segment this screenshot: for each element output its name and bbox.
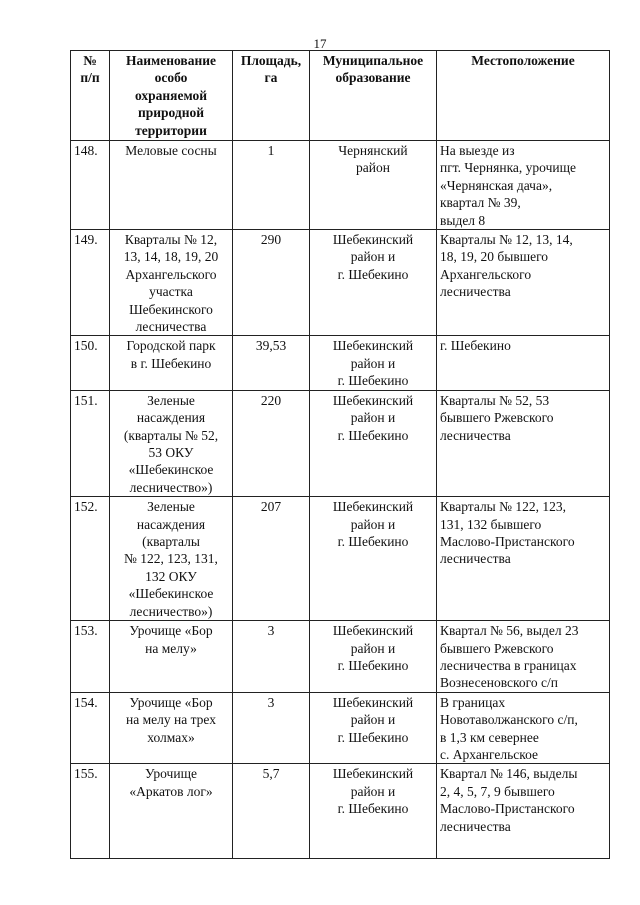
table-row (71, 390, 610, 496)
row-location: г. Шебекино (437, 336, 610, 390)
header-name: Наименование особо охраняемой природной территории (110, 51, 233, 141)
table-row (71, 621, 610, 693)
row-number: 152. (71, 497, 110, 621)
header-number: № п/п (71, 51, 110, 141)
row-location: На выезде из пгт. Чернянка, урочище «Чернянская дача», квартал № 39, выдел 8 (437, 141, 610, 230)
row-name: Меловые сосны (110, 141, 233, 230)
row-location: В границах Новотаволжанского с/п, в 1,3 км севернее с. Архангельское (437, 692, 610, 764)
row-municipality: Чернянский район (310, 141, 437, 230)
row-municipality: Шебекинский район и г. Шебекино (310, 692, 437, 764)
row-municipality: Шебекинский район и г. Шебекино (310, 390, 437, 496)
row-area: 39,53 (233, 336, 310, 390)
table-row (71, 230, 610, 336)
row-number: 155. (71, 764, 110, 859)
row-area: 5,7 (233, 764, 310, 859)
row-area: 220 (233, 390, 310, 496)
row-area: 207 (233, 497, 310, 621)
row-municipality: Шебекинский район и г. Шебекино (310, 336, 437, 390)
row-name: Зеленые насаждения (кварталы № 122, 123, 131, 132 ОКУ «Шебекинское лесничество») (110, 497, 233, 621)
row-municipality: Шебекинский район и г. Шебекино (310, 621, 437, 693)
row-number: 148. (71, 141, 110, 230)
table-row (71, 336, 610, 390)
header-area: Площадь, га (233, 51, 310, 141)
table-row (71, 764, 610, 859)
row-name: Урочище «Бор на мелу» (110, 621, 233, 693)
row-municipality: Шебекинский район и г. Шебекино (310, 764, 437, 859)
table-header-row (71, 51, 610, 141)
row-number: 151. (71, 390, 110, 496)
page-number: 17 (313, 36, 327, 51)
header-location: Местоположение (437, 51, 610, 141)
row-number: 150. (71, 336, 110, 390)
protected-areas-table (70, 50, 610, 859)
row-name: Зеленые насаждения (кварталы № 52, 53 ОКУ «Шебекинское лесничество») (110, 390, 233, 496)
row-location: Квартал № 56, выдел 23 бывшего Ржевского лесничества в границах Вознесеновского с/п (437, 621, 610, 693)
row-number: 149. (71, 230, 110, 336)
table-row (71, 141, 610, 230)
row-location: Кварталы № 122, 123, 131, 132 бывшего Маслово-Пристанского лесничества (437, 497, 610, 621)
row-name: Урочище «Аркатов лог» (110, 764, 233, 859)
row-municipality: Шебекинский район и г. Шебекино (310, 497, 437, 621)
row-location: Кварталы № 52, 53 бывшего Ржевского лесничества (437, 390, 610, 496)
row-area: 3 (233, 621, 310, 693)
row-number: 153. (71, 621, 110, 693)
row-name: Городской парк в г. Шебекино (110, 336, 233, 390)
row-number: 154. (71, 692, 110, 764)
header-municipality: Муниципальное образование (310, 51, 437, 141)
row-area: 3 (233, 692, 310, 764)
row-location: Кварталы № 12, 13, 14, 18, 19, 20 бывшего Архангельского лесничества (437, 230, 610, 336)
row-area: 290 (233, 230, 310, 336)
row-name: Кварталы № 12, 13, 14, 18, 19, 20 Архангельского участка Шебекинского лесничества (110, 230, 233, 336)
table-row (71, 692, 610, 764)
row-municipality: Шебекинский район и г. Шебекино (310, 230, 437, 336)
table-row (71, 497, 610, 621)
row-name: Урочище «Бор на мелу на трех холмах» (110, 692, 233, 764)
row-area: 1 (233, 141, 310, 230)
row-location: Квартал № 146, выделы 2, 4, 5, 7, 9 бывшего Маслово-Пристанского лесничества (437, 764, 610, 859)
